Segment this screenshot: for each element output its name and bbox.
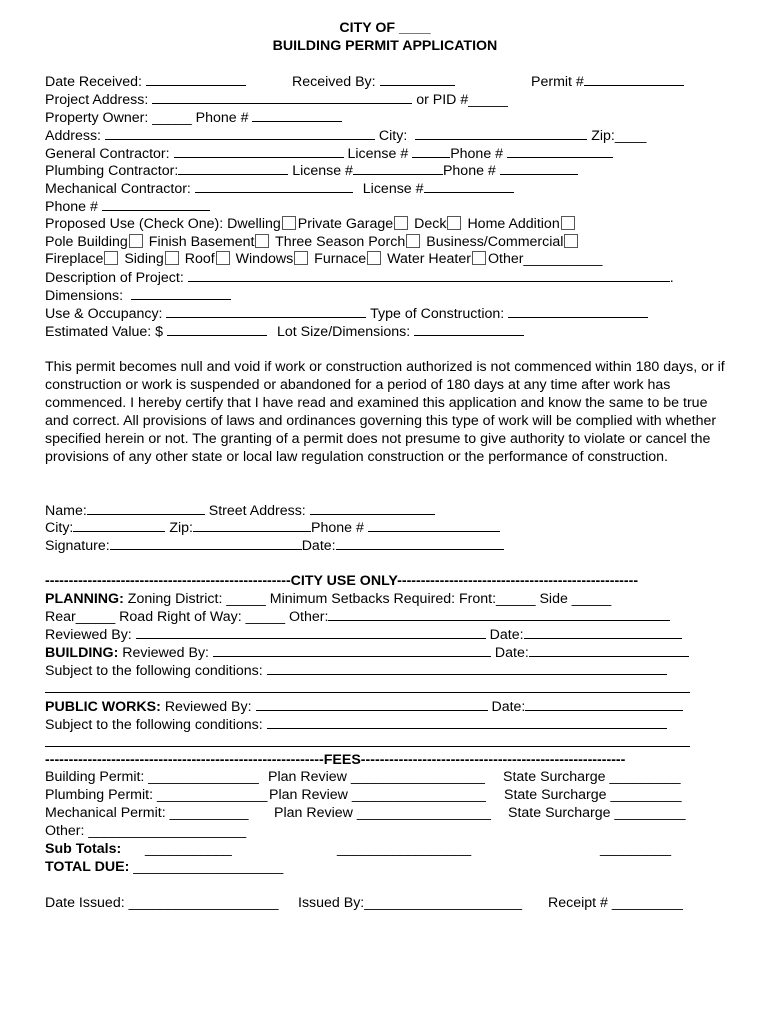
deck-label: Deck <box>414 216 447 232</box>
mechanical-plan-review-field[interactable]: _________________ <box>356 805 491 821</box>
pole-building-checkbox[interactable] <box>129 234 143 248</box>
planning-reviewed-label: Reviewed By: <box>45 627 132 643</box>
plumbing-surcharge-label: State Surcharge <box>504 787 607 803</box>
received-by-row <box>292 73 455 91</box>
plumbing-contractor-field[interactable] <box>178 162 288 175</box>
signature-row <box>45 537 504 555</box>
applicant-phone-label: Phone # <box>310 520 364 536</box>
applicant-city-label: City: <box>45 520 74 536</box>
building-date-field[interactable] <box>529 644 689 657</box>
proposed-use-label: Proposed Use (Check One): Dwelling <box>45 216 281 232</box>
applicant-city-field[interactable] <box>73 519 165 532</box>
lot-size-label: Lot Size/Dimensions: <box>276 324 411 340</box>
building-state-surcharge <box>503 769 681 786</box>
mc-phone-field[interactable] <box>102 198 210 211</box>
estimated-value-row <box>45 323 524 341</box>
receipt-field[interactable]: Receipt # _________ <box>548 895 683 911</box>
rear-setback-label: Rear_____ <box>45 609 116 625</box>
zoning-district-label: Zoning District: _____ <box>127 591 266 607</box>
sub-totals-label: Sub Totals: <box>45 841 122 857</box>
building-permit-fee[interactable]: Building Permit: ______________ <box>45 769 259 785</box>
plumbing-plan-review <box>269 787 486 804</box>
general-contractor-field[interactable] <box>174 145 344 158</box>
dimensions-row <box>45 287 231 305</box>
plumbing-surcharge-field[interactable]: _________ <box>610 787 682 803</box>
date-received-row <box>45 73 246 91</box>
general-contractor-label: General Contractor: <box>45 146 170 162</box>
planning-label: PLANNING: <box>45 591 124 607</box>
finish-basement-checkbox[interactable] <box>255 234 269 248</box>
public-works-conditions-field[interactable] <box>267 716 667 729</box>
side-setback-label: Side _____ <box>539 591 612 607</box>
applicant-phone-field[interactable] <box>368 519 500 532</box>
project-address-label: Project Address: <box>45 92 149 108</box>
date-received-field[interactable] <box>146 73 246 86</box>
signature-field[interactable] <box>110 537 302 550</box>
roof-label: Roof <box>184 251 215 267</box>
owner-phone-field[interactable] <box>252 109 342 122</box>
gc-license-field[interactable] <box>412 145 450 158</box>
public-works-conditions-field-2[interactable] <box>45 734 690 747</box>
plumbing-plan-review-field[interactable]: _________________ <box>351 787 486 803</box>
property-owner-label: Property Owner: _____ <box>45 110 192 126</box>
public-works-conditions-line-2 <box>45 734 690 752</box>
building-row <box>45 644 689 662</box>
building-conditions-row <box>45 662 667 680</box>
signature-date-field[interactable] <box>336 537 504 550</box>
furnace-label: Furnace <box>314 251 367 267</box>
private-garage-label: Private Garage <box>297 216 394 232</box>
plumbing-contractor-label: Plumbing Contractor: <box>45 163 179 179</box>
description-field[interactable] <box>188 269 670 282</box>
general-contractor-row <box>45 145 613 163</box>
public-works-reviewed-label: Reviewed By: <box>164 699 252 715</box>
date-received-label: Date Received: <box>45 74 142 90</box>
home-addition-checkbox[interactable] <box>561 216 575 230</box>
planning-reviewed-field[interactable] <box>136 626 486 639</box>
certification-text: This permit becomes null and void if work or construction authorized is not commenced within 180 days, or if construction or work is suspended or abandoned for a period of 180 days at any time after work has commenced. I hereby certify that I have read and examined this application and know the same to be true and correct. All provisions of laws and ordinances governing this type of work will be complied with whether specified herein or not. The granting of a permit does not presume to give authority to violate or cancel the provisions of any other state or local law regulation construction or the performance of construction. <box>45 359 725 465</box>
date-issued-field[interactable]: Date Issued: ___________________ <box>45 895 279 911</box>
sub-total-permits[interactable]: ___________ <box>145 841 232 857</box>
mechanical-contractor-field[interactable] <box>195 180 353 193</box>
zip-label: Zip:____ <box>591 128 647 144</box>
mc-license-label: License # <box>362 181 424 197</box>
mechanical-surcharge-field[interactable]: _________ <box>614 805 686 821</box>
city-label: City: <box>378 128 408 144</box>
sub-total-surcharge[interactable]: _________ <box>600 841 672 857</box>
address-row <box>45 127 646 145</box>
estimated-value-field[interactable] <box>167 323 267 336</box>
use-occupancy-label: Use & Occupancy: <box>45 306 163 322</box>
planning-date-field[interactable] <box>524 626 682 639</box>
other-use-label: Other <box>488 251 524 267</box>
mc-phone-label: Phone # <box>45 199 98 215</box>
three-season-porch-label: Three Season Porch <box>275 234 406 250</box>
pc-phone-label: Phone # <box>442 163 496 179</box>
siding-label: Siding <box>124 251 164 267</box>
signature-date-label: Date: <box>301 538 336 554</box>
permit-no-label: Permit # <box>531 74 584 90</box>
pc-license-label: License # <box>292 163 353 179</box>
city-field[interactable] <box>415 127 587 140</box>
building-plan-review-field[interactable]: _________________ <box>350 769 485 785</box>
other-use-field[interactable]: __________ <box>523 251 603 267</box>
public-works-date-field[interactable] <box>525 698 683 711</box>
plumbing-state-surcharge <box>504 787 682 804</box>
building-date-label: Date: <box>494 645 529 661</box>
business-commercial-label: Business/Commercial <box>426 234 564 250</box>
finish-basement-label: Finish Basement <box>148 234 255 250</box>
use-options-row-3 <box>45 251 602 268</box>
mc-license-field[interactable] <box>424 180 514 193</box>
applicant-zip-field[interactable] <box>193 519 311 532</box>
building-conditions-field-2[interactable] <box>45 680 690 693</box>
public-works-date-label: Date: <box>491 699 526 715</box>
mechanical-plan-review <box>274 805 491 822</box>
form-title: BUILDING PERMIT APPLICATION <box>272 38 498 54</box>
water-heater-checkbox[interactable] <box>472 251 486 265</box>
building-conditions-line-2 <box>45 680 690 698</box>
applicant-name-field[interactable] <box>87 502 205 515</box>
applicant-name-row <box>45 502 435 520</box>
public-works-label: PUBLIC WORKS: <box>45 699 161 715</box>
gc-phone-field[interactable] <box>507 145 613 158</box>
type-construction-label: Type of Construction: <box>370 306 505 322</box>
total-due-field[interactable]: ___________________ <box>133 859 284 875</box>
pc-phone-field[interactable] <box>500 162 578 175</box>
mechanical-plan-review-label: Plan Review <box>274 805 353 821</box>
other-fee[interactable]: Other: ____________________ <box>45 823 247 839</box>
public-works-reviewed-field[interactable] <box>256 698 488 711</box>
rear-row <box>45 608 670 626</box>
dwelling-checkbox[interactable] <box>282 216 296 230</box>
received-by-label: Received By: <box>292 74 376 90</box>
owner-phone-label: Phone # <box>195 110 249 126</box>
signature-label: Signature: <box>45 538 110 554</box>
proposed-use-row <box>45 216 577 233</box>
plumbing-permit-fee[interactable]: Plumbing Permit: ______________ <box>45 787 268 803</box>
fireplace-checkbox[interactable] <box>104 251 118 265</box>
dimensions-field[interactable] <box>131 287 231 300</box>
received-by-field[interactable] <box>380 73 455 86</box>
applicant-city-row <box>45 519 500 537</box>
planning-date-label: Date: <box>489 627 524 643</box>
pc-license-field[interactable] <box>353 162 443 175</box>
public-works-conditions-label: Subject to the following conditions: <box>45 717 263 733</box>
business-commercial-checkbox[interactable] <box>564 234 578 248</box>
type-construction-field[interactable] <box>508 305 648 318</box>
address-field[interactable] <box>105 127 375 140</box>
permit-no-field[interactable] <box>584 73 684 86</box>
roof-checkbox[interactable] <box>216 251 230 265</box>
description-label: Description of Project: <box>45 270 184 286</box>
lot-size-field[interactable] <box>414 323 524 336</box>
planning-row <box>45 591 611 608</box>
city-use-header: ----------------------------------------------------CITY USE ONLY--------------------------------------------------- <box>45 573 639 589</box>
mechanical-state-surcharge <box>508 805 686 822</box>
siding-checkbox[interactable] <box>165 251 179 265</box>
min-setbacks-label: Minimum Setbacks Required: Front:_____ <box>269 591 536 607</box>
windows-label: Windows <box>235 251 294 267</box>
street-address-field[interactable] <box>310 502 435 515</box>
building-surcharge-label: State Surcharge <box>503 769 606 785</box>
planning-other-label: Other: <box>289 609 329 625</box>
pole-building-label: Pole Building <box>45 234 128 250</box>
mechanical-contractor-label: Mechanical Contractor: <box>45 181 191 197</box>
building-conditions-field[interactable] <box>267 662 667 675</box>
private-garage-checkbox[interactable] <box>394 216 408 230</box>
furnace-checkbox[interactable] <box>367 251 381 265</box>
building-plan-review-label: Plan Review <box>268 769 347 785</box>
plumbing-contractor-row <box>45 162 578 180</box>
building-reviewed-label: Reviewed By: <box>122 645 209 661</box>
road-row-label: Road Right of Way: _____ <box>119 609 286 625</box>
gc-license-label: License # <box>347 146 409 162</box>
property-owner-row <box>45 109 342 127</box>
home-addition-label: Home Addition <box>467 216 560 232</box>
mechanical-phone-row <box>45 198 210 216</box>
windows-checkbox[interactable] <box>294 251 308 265</box>
sub-total-plan-review[interactable]: _________________ <box>337 841 472 857</box>
form-city-title: CITY OF ____ <box>339 20 431 36</box>
three-season-porch-checkbox[interactable] <box>406 234 420 248</box>
pid-label: or PID #_____ <box>416 92 508 108</box>
plumbing-plan-review-label: Plan Review <box>269 787 348 803</box>
use-occupancy-field[interactable] <box>166 305 366 318</box>
use-occupancy-row <box>45 305 648 323</box>
building-label: BUILDING: <box>45 645 119 661</box>
permit-no-row <box>531 73 684 91</box>
use-options-row-2 <box>45 234 580 251</box>
estimated-value-label: Estimated Value: $ <box>45 324 164 340</box>
project-address-row <box>45 91 508 109</box>
description-row <box>45 269 674 287</box>
planning-other-field[interactable] <box>328 608 670 621</box>
description-period: . <box>669 270 674 286</box>
applicant-zip-label: Zip: <box>169 520 193 536</box>
total-due-label: TOTAL DUE: <box>45 859 130 875</box>
planning-reviewed-row <box>45 626 682 644</box>
mechanical-permit-fee[interactable]: Mechanical Permit: __________ <box>45 805 249 821</box>
building-surcharge-field[interactable]: _________ <box>609 769 681 785</box>
dimensions-label: Dimensions: <box>45 288 124 304</box>
fireplace-label: Fireplace <box>45 251 104 267</box>
water-heater-label: Water Heater <box>387 251 471 267</box>
project-address-field[interactable] <box>152 91 412 104</box>
building-conditions-label: Subject to the following conditions: <box>45 663 263 679</box>
building-plan-review <box>268 769 485 786</box>
street-address-label: Street Address: <box>208 503 306 519</box>
building-reviewed-field[interactable] <box>213 644 491 657</box>
address-label: Address: <box>45 128 101 144</box>
public-works-row <box>45 698 683 716</box>
deck-checkbox[interactable] <box>447 216 461 230</box>
gc-phone-label: Phone # <box>450 146 504 162</box>
applicant-name-label: Name: <box>45 503 87 519</box>
mechanical-contractor-row <box>45 180 514 198</box>
issued-by-field[interactable]: Issued By:____________________ <box>298 895 523 911</box>
total-due-row <box>45 859 283 876</box>
mechanical-surcharge-label: State Surcharge <box>508 805 611 821</box>
public-works-conditions-row <box>45 716 667 734</box>
fees-header: -----------------------------------------------------------FEES-------------------------------------------------------- <box>45 752 626 768</box>
